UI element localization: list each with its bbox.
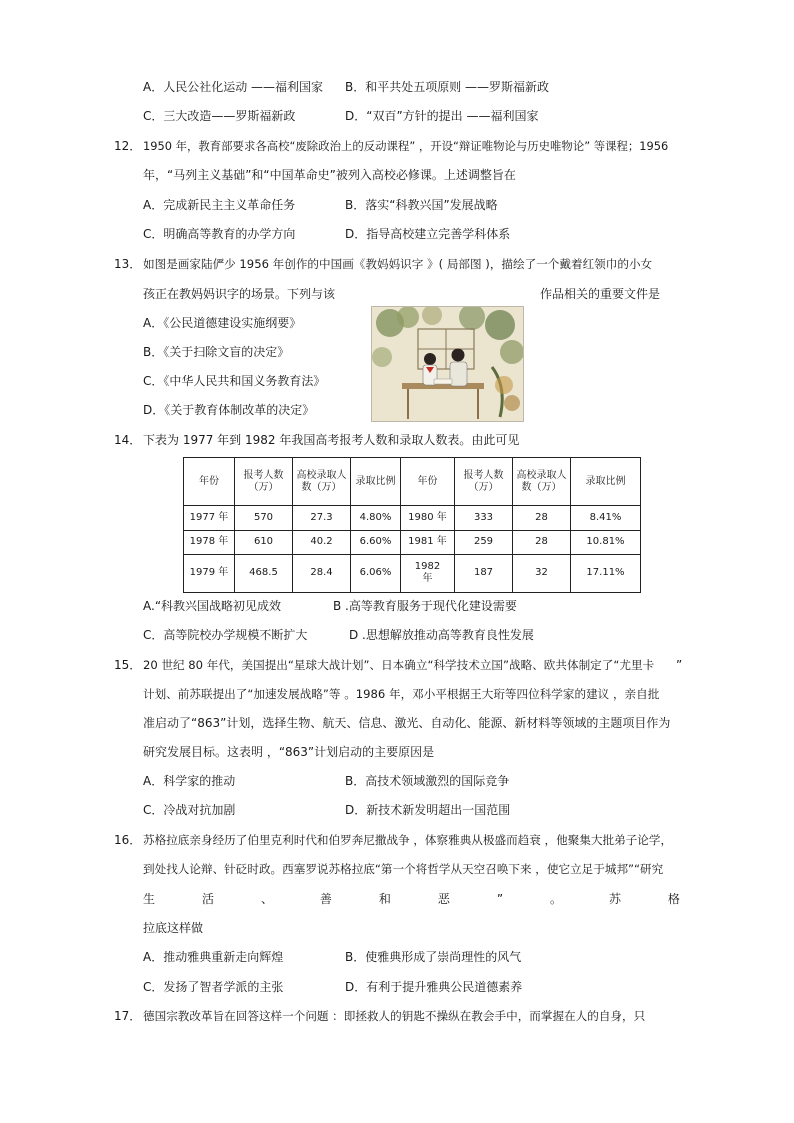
header-ratio: 录取比例 [351,458,401,506]
table-cell: 4.80% [351,506,401,530]
q16-option-b: B．使雅典形成了崇尚理性的风气 [345,950,522,964]
q16-token: 活 [201,892,214,906]
q16-token: 。 [549,892,562,906]
table-cell: 1980 年 [401,506,455,530]
q16-token: 恶 [437,892,450,906]
header-admitted: 高校录取人数（万） [293,458,351,506]
q14-number: 14． [114,433,142,447]
q16-token: 善 [319,892,332,906]
table-cell: 610 [235,530,293,554]
table-cell: 1981 年 [401,530,455,554]
q15-stem-line1: 20 世纪 80 年代，美国提出“星球大战计划”、日本确立“科学技术立国”战略、欧共体制定了“尤里卡 [143,658,655,672]
table-cell: 570 [235,506,293,530]
q16-option-c: C．发扬了智者学派的主张 [143,980,284,994]
q16-token: 苏 [608,892,621,906]
q13-option-c: C．《中华人民共和国义务教育法》 [143,374,326,388]
table-cell: 40.2 [293,530,351,554]
q15-number: 15． [114,658,142,672]
q17-stem-line1: 德国宗教改革旨在回答这样一个问题 ：即拯救人的钥匙不操纵在教会手中，而掌握在人的自身，只 [143,1009,646,1023]
q15-option-c: C．冷战对抗加剧 [143,803,236,817]
painting-teaching-mother-to-read [371,306,524,422]
header-year: 年份 [401,458,455,506]
q15-option-d: D．新技术新发明超出一国范围 [345,803,511,817]
q14-option-d: D .思想解放推动高等教育良性发展 [349,628,534,642]
table-cell: 1979 年 [184,554,235,592]
q13-number: 13． [114,257,142,271]
table-cell: 1977 年 [184,506,235,530]
q16-option-d: D．有利于提升雅典公民道德素养 [345,980,523,994]
q16-token: 、 [260,892,273,906]
header-ratio: 录取比例 [571,458,641,506]
q14-stem-line1: 下表为 1977 年到 1982 年我国高考报考人数和录取人数表。由此可见 [143,433,520,447]
q14-option-c: C．高等院校办学规模不断扩大 [143,628,308,642]
table-cell: 468.5 [235,554,293,592]
q12-stem-line1: 1950 年，教育部要求各高校“废除政治上的反动课程” ，开设“辩证唯物论与历史唯物论” 等课程；1956 [143,139,669,153]
q15-stem-line2: 计划、前苏联提出了“加速发展战略”等 。1986 年，邓小平根据王大珩等四位科学家的建议 ，亲自批 [143,687,660,701]
q15-option-a: A．科学家的推动 [143,774,236,788]
q15-stem-line1-end: ” [676,658,683,672]
q11-option-a: A．人民公社化运动 ——福利国家 [143,80,324,94]
table-cell: 6.60% [351,530,401,554]
q16-token: 和 [378,892,391,906]
table-cell: 28 [513,530,571,554]
table-row [184,530,641,554]
q16-stem-line3 [143,891,680,907]
table-cell: 1978 年 [184,530,235,554]
q16-token: 格 [667,892,680,906]
q11-option-b: B．和平共处五项原则 ——罗斯福新政 [345,80,550,94]
q15-option-b: B．高技术领域激烈的国际竞争 [345,774,510,788]
q12-option-d: D．指导高校建立完善学科体系 [345,227,511,241]
q13-stem-line2b: 作品相关的重要文件是 [540,287,661,301]
q11-option-c: C．三大改造——罗斯福新政 [143,109,296,123]
q12-stem-line2: 年，“马列主义基础”和“中国革命史”被列入高校必修课。上述调整旨在 [143,168,516,182]
q15-stem-line3: 准启动了“863”计划，选择生物、航天、信息、激光、自动化、能源、新材料等领域的主题项目作为 [143,716,671,730]
q16-stem-line1: 苏格拉底亲身经历了伯里克利时代和伯罗奔尼撒战争 ，体察雅典从极盛而趋衰 ，他聚集大批弟子论学， [143,833,673,847]
q13-option-b: B．《关于扫除文盲的决定》 [143,345,290,359]
q16-stem-line2: 到处找人论辩、针砭时政。西塞罗说苏格拉底“第一个将哲学从天空召唤下来 ，使它立足于城邦”“研究 [143,862,664,876]
table-cell: 333 [455,506,513,530]
table-cell: 28.4 [293,554,351,592]
admission-table [183,457,641,593]
table-cell: 259 [455,530,513,554]
table-cell: 6.06% [351,554,401,592]
q17-number: 17． [114,1009,142,1023]
table-cell: 1982 年 [401,554,455,592]
q16-token: ” [496,892,504,906]
q11-option-d: D．“双百”方针的提出 ——福利国家 [345,109,539,123]
table-cell: 17.11% [571,554,641,592]
table-header-row [184,458,641,506]
q15-stem-line4: 研究发展目标。这表明 ，“863”计划启动的主要原因是 [143,745,435,759]
q12-number: 12． [114,139,142,153]
table-row [184,554,641,592]
table-cell: 27.3 [293,506,351,530]
q16-option-a: A．推动雅典重新走向辉煌 [143,950,284,964]
table-cell: 8.41% [571,506,641,530]
q13-stem-line2a: 孩正在教妈妈识字的场景。下列与该 [143,287,336,301]
q16-number: 16． [114,833,142,847]
table-row [184,506,641,530]
q14-option-a: A.“科教兴国战略初见成效 [143,599,282,613]
q16-stem-line4: 拉底这样做 [143,921,204,935]
q12-option-c: C．明确高等教育的办学方向 [143,227,296,241]
header-year: 年份 [184,458,235,506]
table-cell: 187 [455,554,513,592]
q16-token: 生 [143,892,156,906]
q13-option-d: D．《关于教育体制改革的决定》 [143,403,315,417]
header-applicants: 报考人数（万） [455,458,513,506]
table-cell: 28 [513,506,571,530]
header-applicants: 报考人数（万） [235,458,293,506]
painting-illustration [372,307,523,421]
table-cell: 10.81% [571,530,641,554]
header-admitted: 高校录取人数（万） [513,458,571,506]
table-cell: 32 [513,554,571,592]
q13-stem-line1: 如图是画家陆俨少 1956 年创作的中国画《教妈妈识字 》( 局部图 )，描绘了一个戴着红领巾的小女 [143,257,653,271]
q13-option-a: A．《公民道德建设实施纲要》 [143,316,302,330]
q14-option-b: B .高等教育服务于现代化建设需要 [333,599,517,613]
q12-option-b: B．落实“科教兴国”发展战略 [345,198,498,212]
q12-option-a: A．完成新民主主义革命任务 [143,198,296,212]
